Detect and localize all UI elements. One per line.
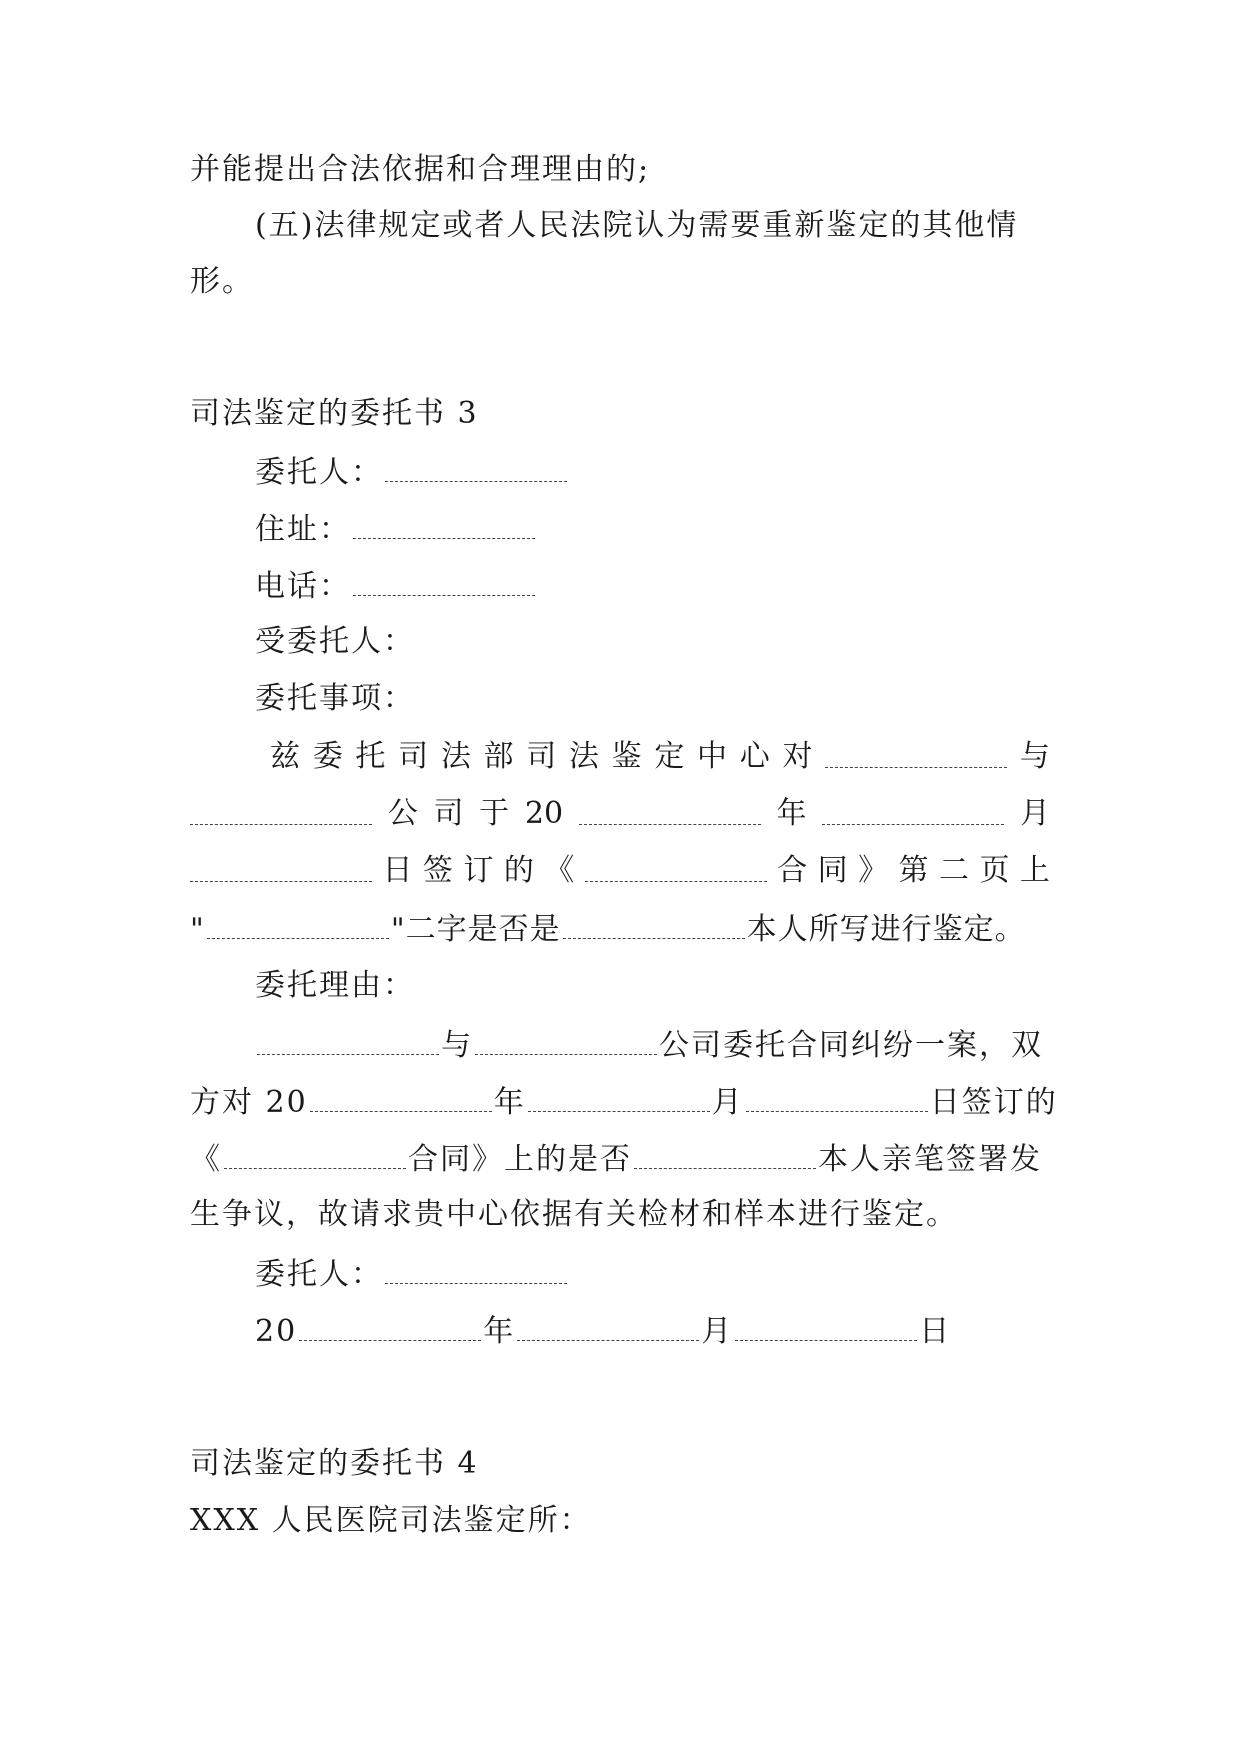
text-line: (五)法律规定或者人民法院认为需要重新鉴定的其他情: [255, 208, 1019, 243]
fill-blank[interactable]: [475, 1024, 657, 1055]
fill-blank[interactable]: [385, 1253, 567, 1284]
fill-blank[interactable]: [310, 1081, 492, 1112]
client-label: 委托人：: [255, 455, 383, 490]
section-title-3: 司法鉴定的委托书 3: [190, 396, 479, 431]
date-line: 20 年 月 日: [255, 1310, 1050, 1352]
fill-blank[interactable]: [299, 1310, 481, 1341]
reason-label: 委托理由：: [255, 968, 415, 1003]
client-line: [255, 451, 1050, 493]
trustee-label: 受委托人：: [255, 624, 415, 659]
phone-line: [255, 565, 1050, 607]
matter-label: 委托事项：: [255, 681, 415, 716]
fill-blank[interactable]: [190, 794, 372, 825]
reason-row-1: 与 公司委托合同纠纷一案，双: [255, 1024, 1050, 1066]
fill-blank[interactable]: [190, 851, 372, 882]
phone-label: 电话：: [255, 569, 351, 604]
fill-blank[interactable]: [563, 908, 745, 939]
fill-blank[interactable]: [353, 508, 535, 539]
fill-blank[interactable]: [746, 1081, 928, 1112]
fill-blank[interactable]: [257, 1024, 439, 1055]
text-line: 形。: [190, 264, 254, 299]
fill-blank[interactable]: [822, 794, 1004, 825]
matter-row-4: " "二字是否是 本人所写进行鉴定。: [190, 908, 1050, 950]
fill-blank[interactable]: [585, 851, 767, 882]
sign-label: 委托人：: [255, 1257, 383, 1292]
fill-blank[interactable]: [385, 451, 567, 482]
fill-blank[interactable]: [207, 908, 389, 939]
section-title-4: 司法鉴定的委托书 4: [190, 1446, 479, 1481]
sign-line: [255, 1253, 1050, 1295]
reason-row-2: 方对 20 年 月 日签订的: [190, 1081, 1050, 1123]
fill-blank[interactable]: [579, 794, 761, 825]
fill-blank[interactable]: [825, 737, 1007, 768]
fill-blank[interactable]: [517, 1310, 699, 1341]
matter-row-3: 日 签 订 的 《 合 同 》 第 二 页 上: [190, 851, 1050, 891]
address-line: [255, 508, 1050, 550]
text-line: 并能提出合法依据和合理理由的;: [190, 152, 651, 187]
fill-blank[interactable]: [224, 1138, 406, 1169]
address-label: 住址：: [255, 512, 351, 547]
fill-blank[interactable]: [735, 1310, 917, 1341]
fill-blank[interactable]: [634, 1138, 816, 1169]
reason-row-3: 《 合同》上的是否 本人亲笔签署发: [190, 1138, 1050, 1180]
addressee: XXX 人民医院司法鉴定所：: [190, 1503, 592, 1538]
fill-blank[interactable]: [353, 565, 535, 596]
matter-row-1: 兹 委 托 司 法 部 司 法 鉴 定 中 心 对 与: [270, 739, 1050, 774]
fill-blank[interactable]: [528, 1081, 710, 1112]
matter-row-2: 公 司 于 20 年 月: [190, 794, 1050, 834]
reason-row-4: 生争议，故请求贵中心依据有关检材和样本进行鉴定。: [190, 1197, 958, 1232]
